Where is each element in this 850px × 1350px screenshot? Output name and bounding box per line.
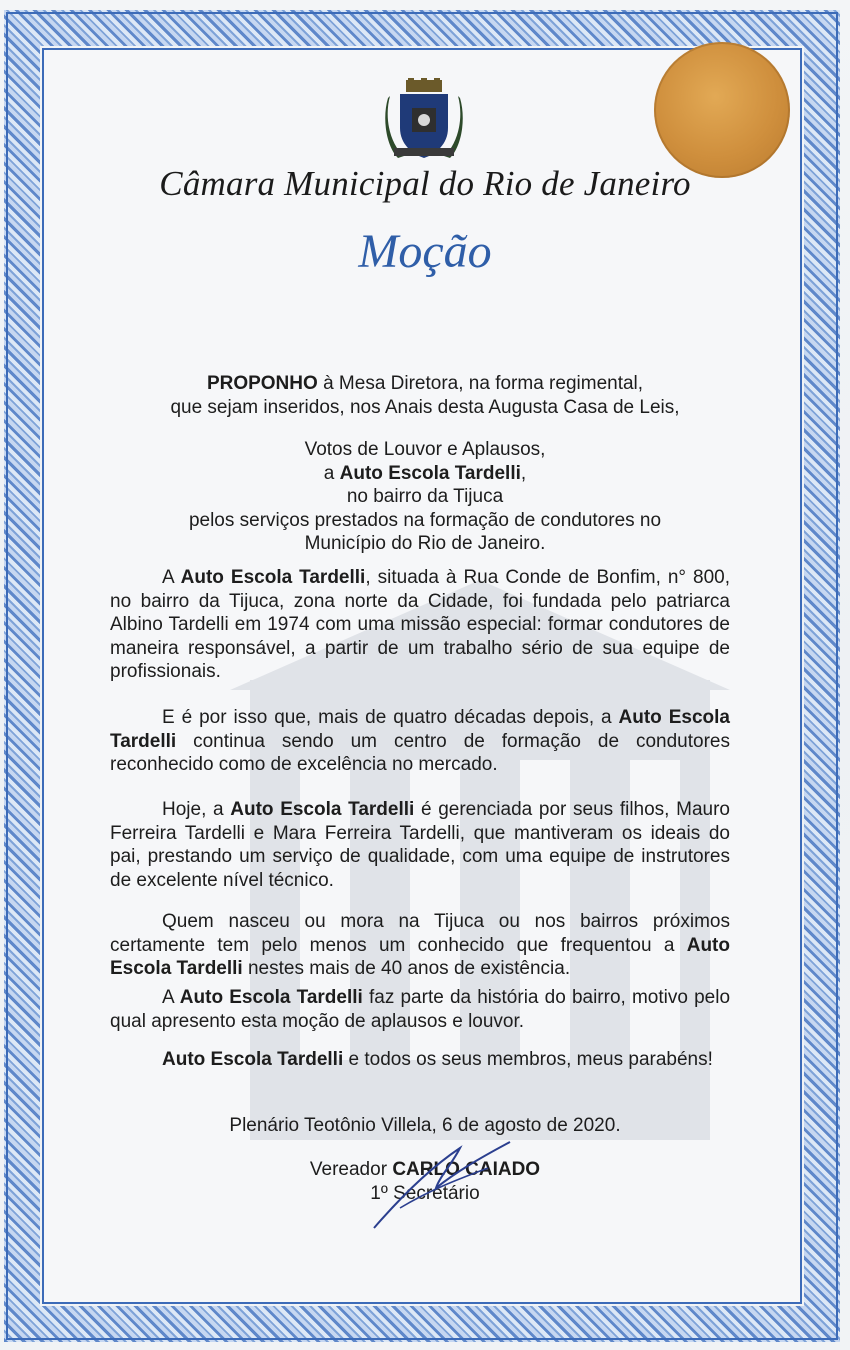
coat-of-arms-icon [384, 78, 464, 160]
p3-bold: Auto Escola Tardelli [230, 799, 415, 820]
votos-line-2 [100, 462, 750, 486]
proposer-label: PROPONHO [206, 373, 318, 394]
p2-text-b: continua sendo um centro de formação de condutores reconhecido como de excelência no mercado. [110, 730, 730, 775]
place-and-date: Plenário Teotônio Villela, 6 de agosto de 2020. [229, 1115, 621, 1136]
p5-bold: Auto Escola Tardelli [179, 987, 363, 1008]
intro-line-1-rest: à Mesa Diretora, na forma regimental, [317, 373, 644, 394]
votos-line-5: Município do Rio de Janeiro. [304, 533, 546, 554]
votos-block [100, 438, 750, 556]
paragraph-management [110, 798, 730, 892]
document-title: Moção [358, 225, 492, 278]
p3-text-a: Hoje, a [162, 799, 231, 820]
p4-text-a: Quem nasceu ou mora na Tijuca ou nos bairros próximos certamente tem pelo menos um conhecido que frequentou a [110, 911, 730, 956]
p6-text-b: e todos os seus membros, meus parabéns! [343, 1049, 713, 1070]
p1-text-b: , situada à Rua Conde de Bonfim, n° 800, no bairro da Tijuca, zona norte da Cidade, foi fundada pelo patriarca Albino Tardelli em 1974 com uma missão especial: formar condutores de maneira responsável, a partir de um trabalho sério de sua equipe de profissionais. [110, 567, 731, 682]
institution-name: Câmara Municipal do Rio de Janeiro [159, 164, 691, 203]
gold-seal-icon [654, 42, 790, 178]
p2-text-a: E é por isso que, mais de quatro décadas depois, a [162, 707, 619, 728]
p4-bold: Auto Escola Tardelli [110, 934, 730, 979]
paragraph-community [110, 910, 730, 981]
votos-line-3: no bairro da Tijuca [346, 486, 504, 507]
intro-block [100, 372, 750, 419]
p3-text-b: é gerenciada por seus filhos, Mauro Ferreira Tardelli e Mara Ferreira Tardelli, que mantiveram os ideais do pai, prestando um serviço de qualidade, com uma equipe de instrutores de excelente nível técnico. [110, 799, 730, 891]
p6-bold: Auto Escola Tardelli [162, 1049, 344, 1070]
signer-name: CARLO CAIADO [392, 1159, 541, 1180]
p4-text-b: nestes mais de 40 anos de existência. [242, 958, 571, 979]
votos-line-2-suffix: , [520, 462, 527, 484]
signer-prefix: Vereador [309, 1159, 393, 1180]
handwritten-signature [360, 1128, 520, 1238]
p1-bold: Auto Escola Tardelli [180, 567, 366, 588]
votos-line-4: pelos serviços prestados na formação de condutores no [188, 509, 662, 531]
p2-bold: Auto Escola Tardelli [110, 707, 730, 752]
p5-text-a: A [162, 987, 180, 1008]
signer-role: 1º Secretário [370, 1182, 480, 1204]
paragraph-motive [110, 986, 730, 1033]
honoree-name: Auto Escola Tardelli [339, 462, 521, 484]
p5-text-b: faz parte da história do bairro, motivo pelo qual apresento esta moção de aplausos e louvor. [110, 987, 731, 1032]
paragraph-congratulations [110, 1048, 730, 1072]
intro-line-2: que sejam inseridos, nos Anais desta Augusta Casa de Leis, [170, 396, 680, 418]
votos-line-2-prefix: a [323, 462, 340, 484]
paragraph-excellence [110, 706, 730, 777]
intro-line-1 [100, 372, 750, 396]
p1-text-a: A [162, 567, 181, 588]
paragraph-history [110, 566, 730, 684]
votos-line-1: Votos de Louvor e Aplausos, [304, 439, 546, 460]
